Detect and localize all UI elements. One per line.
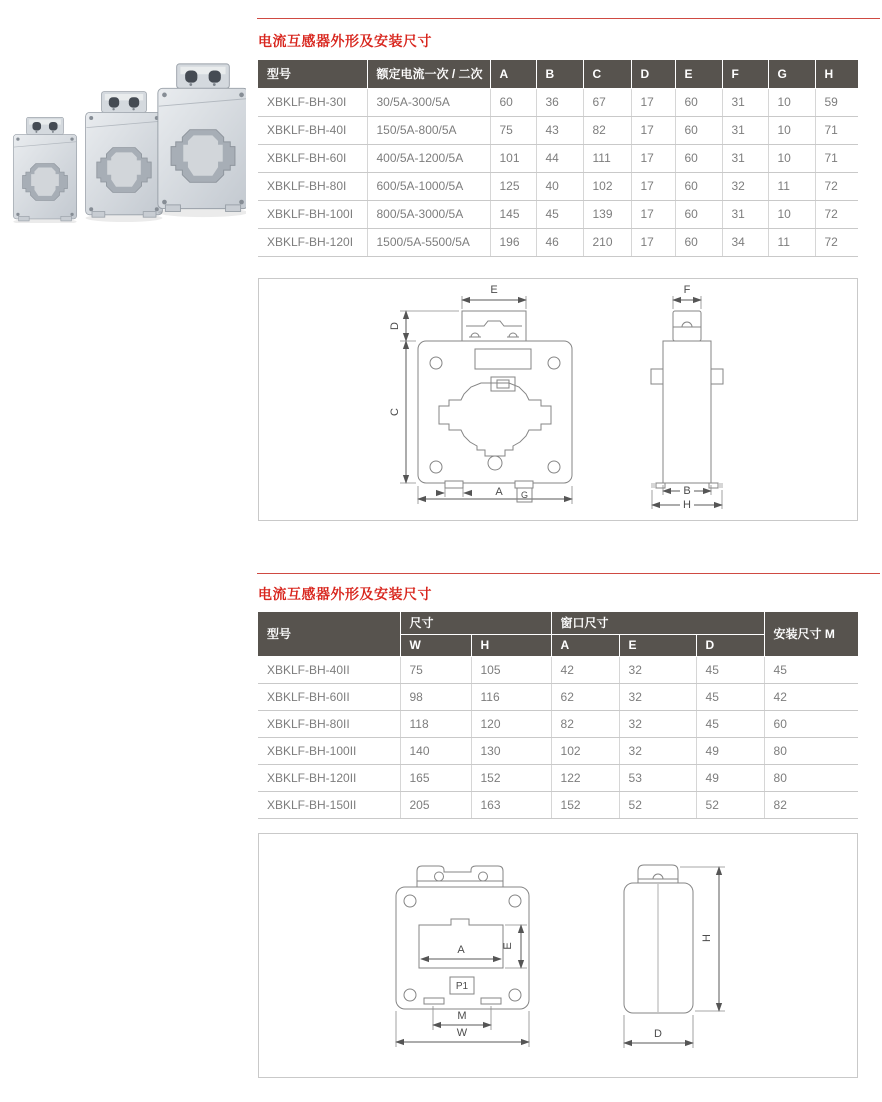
value-cell: 150/5A-800/5A (367, 116, 490, 144)
column-header: D (696, 634, 764, 656)
value-cell: 163 (471, 791, 551, 818)
value-cell: 52 (696, 791, 764, 818)
column-header: H (471, 634, 551, 656)
value-cell: 82 (583, 116, 631, 144)
value-cell: 32 (619, 710, 696, 737)
value-cell: 101 (490, 144, 536, 172)
dim-label-W: W (456, 1027, 468, 1039)
value-cell: 122 (551, 764, 619, 791)
current-transformers-image (8, 28, 246, 223)
value-cell: 60 (675, 200, 722, 228)
value-cell: 82 (764, 791, 858, 818)
value-cell: 36 (536, 88, 583, 116)
value-cell: 72 (815, 200, 858, 228)
value-cell: 17 (631, 88, 675, 116)
table-row (258, 764, 858, 791)
dimension-drawing-type1 (258, 278, 858, 521)
value-cell: 32 (722, 172, 768, 200)
model-cell: XBKLF-BH-120I (258, 228, 367, 256)
value-cell: 11 (768, 172, 815, 200)
dim-label-A: A (457, 944, 465, 956)
value-cell: 71 (815, 116, 858, 144)
dimension-drawing-type2 (258, 833, 858, 1078)
value-cell: 42 (551, 656, 619, 683)
value-cell: 1500/5A-5500/5A (367, 228, 490, 256)
value-cell: 59 (815, 88, 858, 116)
value-cell: 800/5A-3000/5A (367, 200, 490, 228)
dim-label-D: D (654, 1028, 662, 1040)
value-cell: 140 (400, 737, 471, 764)
value-cell: 31 (722, 116, 768, 144)
table-row (258, 228, 858, 256)
column-header-model: 型号 (258, 612, 400, 656)
dim-label-B: B (683, 485, 691, 497)
column-header: D (631, 60, 675, 88)
column-header-mount: 安装尺寸 M (764, 612, 858, 656)
value-cell: 60 (675, 88, 722, 116)
value-cell: 62 (551, 683, 619, 710)
value-cell: 71 (815, 144, 858, 172)
drawing-type2 (259, 834, 857, 1077)
model-cell: XBKLF-BH-60I (258, 144, 367, 172)
value-cell: 72 (815, 172, 858, 200)
dim-label-E: E (490, 284, 498, 296)
model-cell: XBKLF-BH-30I (258, 88, 367, 116)
value-cell: 45 (696, 656, 764, 683)
value-cell: 152 (551, 791, 619, 818)
value-cell: 60 (675, 228, 722, 256)
value-cell: 120 (471, 710, 551, 737)
value-cell: 205 (400, 791, 471, 818)
value-cell: 102 (583, 172, 631, 200)
transformer-medium (86, 92, 163, 222)
table-row (258, 172, 858, 200)
value-cell: 165 (400, 764, 471, 791)
value-cell: 11 (768, 228, 815, 256)
value-cell: 10 (768, 200, 815, 228)
table-row (258, 791, 858, 818)
value-cell: 152 (471, 764, 551, 791)
value-cell: 98 (400, 683, 471, 710)
value-cell: 45 (696, 683, 764, 710)
model-cell: XBKLF-BH-60II (258, 683, 400, 710)
model-cell: XBKLF-BH-100II (258, 737, 400, 764)
value-cell: 60 (675, 116, 722, 144)
value-cell: 80 (764, 737, 858, 764)
value-cell: 60 (675, 172, 722, 200)
dim-label-F: F (683, 284, 691, 296)
value-cell: 32 (619, 683, 696, 710)
table-row (258, 200, 858, 228)
terminal-label-P1: P1 (455, 981, 469, 992)
value-cell: 45 (536, 200, 583, 228)
value-cell: 32 (619, 656, 696, 683)
value-cell: 53 (619, 764, 696, 791)
table-row (258, 88, 858, 116)
value-cell: 42 (764, 683, 858, 710)
value-cell: 116 (471, 683, 551, 710)
table-body (258, 656, 858, 818)
section-divider (257, 18, 880, 19)
value-cell: 31 (722, 200, 768, 228)
spec-table-type1 (258, 60, 859, 257)
value-cell: 75 (400, 656, 471, 683)
table-row (258, 737, 858, 764)
table-row (258, 683, 858, 710)
column-header: A (551, 634, 619, 656)
value-cell: 31 (722, 88, 768, 116)
side-view (651, 284, 723, 511)
value-cell: 105 (471, 656, 551, 683)
column-header: A (490, 60, 536, 88)
column-header: G (768, 60, 815, 88)
column-header: B (536, 60, 583, 88)
value-cell: 44 (536, 144, 583, 172)
value-cell: 17 (631, 172, 675, 200)
value-cell: 52 (619, 791, 696, 818)
column-header: F (722, 60, 768, 88)
model-cell: XBKLF-BH-80I (258, 172, 367, 200)
value-cell: 46 (536, 228, 583, 256)
table-row (258, 656, 858, 683)
value-cell: 49 (696, 737, 764, 764)
value-cell: 31 (722, 144, 768, 172)
value-cell: 145 (490, 200, 536, 228)
column-group-window: 窗口尺寸 (551, 612, 764, 634)
value-cell: 60 (490, 88, 536, 116)
side-view (624, 865, 725, 1048)
dim-label-A: A (495, 486, 503, 498)
front-view (396, 866, 529, 1047)
column-header: E (675, 60, 722, 88)
product-photo (8, 28, 246, 223)
model-cell: XBKLF-BH-100I (258, 200, 367, 228)
value-cell: 72 (815, 228, 858, 256)
value-cell: 75 (490, 116, 536, 144)
dim-label-H: H (701, 934, 713, 942)
drawing-type1 (259, 279, 857, 520)
model-cell: XBKLF-BH-80II (258, 710, 400, 737)
value-cell: 139 (583, 200, 631, 228)
value-cell: 210 (583, 228, 631, 256)
value-cell: 17 (631, 228, 675, 256)
section2-title: 电流互感器外形及安装尺寸 (258, 586, 432, 602)
value-cell: 49 (696, 764, 764, 791)
dim-label-C: C (389, 408, 401, 416)
table-body (258, 88, 858, 256)
model-cell: XBKLF-BH-120II (258, 764, 400, 791)
dim-label-E: E (502, 942, 514, 950)
value-cell: 400/5A-1200/5A (367, 144, 490, 172)
value-cell: 80 (764, 764, 858, 791)
value-cell: 17 (631, 200, 675, 228)
value-cell: 17 (631, 116, 675, 144)
column-header: H (815, 60, 858, 88)
value-cell: 30/5A-300/5A (367, 88, 490, 116)
value-cell: 196 (490, 228, 536, 256)
value-cell: 34 (722, 228, 768, 256)
value-cell: 82 (551, 710, 619, 737)
model-cell: XBKLF-BH-40I (258, 116, 367, 144)
value-cell: 10 (768, 116, 815, 144)
group-header-row (258, 612, 858, 634)
table-row (258, 116, 858, 144)
section-divider (257, 573, 880, 574)
value-cell: 125 (490, 172, 536, 200)
section1-title: 电流互感器外形及安装尺寸 (258, 33, 432, 49)
transformer-small (13, 117, 76, 223)
spec-table-type2 (258, 612, 859, 819)
dim-label-G: G (520, 490, 529, 500)
column-header: 型号 (258, 60, 367, 88)
model-cell: XBKLF-BH-150II (258, 791, 400, 818)
value-cell: 102 (551, 737, 619, 764)
value-cell: 600/5A-1000/5A (367, 172, 490, 200)
value-cell: 43 (536, 116, 583, 144)
value-cell: 10 (768, 144, 815, 172)
value-cell: 67 (583, 88, 631, 116)
value-cell: 118 (400, 710, 471, 737)
value-cell: 60 (764, 710, 858, 737)
table-row (258, 710, 858, 737)
header-row (258, 60, 858, 88)
value-cell: 40 (536, 172, 583, 200)
dim-label-H: H (683, 499, 691, 511)
value-cell: 111 (583, 144, 631, 172)
model-cell: XBKLF-BH-40II (258, 656, 400, 683)
value-cell: 130 (471, 737, 551, 764)
value-cell: 45 (764, 656, 858, 683)
dim-label-D: D (389, 322, 401, 330)
front-view (389, 284, 572, 504)
column-header: 额定电流一次 / 二次 (367, 60, 490, 88)
value-cell: 10 (768, 88, 815, 116)
value-cell: 60 (675, 144, 722, 172)
dim-label-M: M (457, 1010, 467, 1022)
table-row (258, 144, 858, 172)
value-cell: 32 (619, 737, 696, 764)
column-header: E (619, 634, 696, 656)
column-header: C (583, 60, 631, 88)
column-group-size: 尺寸 (400, 612, 551, 634)
column-header: W (400, 634, 471, 656)
value-cell: 45 (696, 710, 764, 737)
transformer-large (158, 64, 246, 217)
value-cell: 17 (631, 144, 675, 172)
